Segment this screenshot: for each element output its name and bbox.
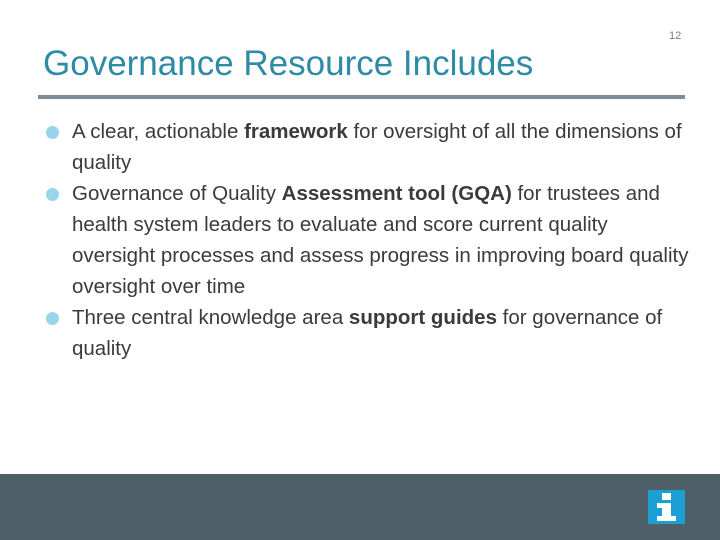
bullet-text: A clear, actionable framework for oversight of all the dimensions of quality <box>72 120 682 174</box>
bullet-list <box>46 116 696 364</box>
bullet-dot <box>46 312 59 325</box>
footer-band <box>0 474 720 540</box>
bullet-text: Governance of Quality Assessment tool (GQA) for trustees and health system leaders to evaluate and score current quality oversight processes and assess progress in improving board quality oversight over time <box>72 182 689 298</box>
bullet-item-framework <box>46 116 696 178</box>
bullet-item-gqa <box>46 178 696 302</box>
slide-number: 12 <box>669 30 682 42</box>
bullet-text: Three central knowledge area support guides for governance of quality <box>72 306 663 360</box>
bullet-item-support-guides <box>46 302 696 364</box>
title-underline <box>38 95 685 99</box>
bullet-dot <box>46 188 59 201</box>
slide-title: Governance Resource Includes <box>43 44 534 83</box>
bullet-dot <box>46 126 59 139</box>
info-i-icon <box>648 490 685 524</box>
